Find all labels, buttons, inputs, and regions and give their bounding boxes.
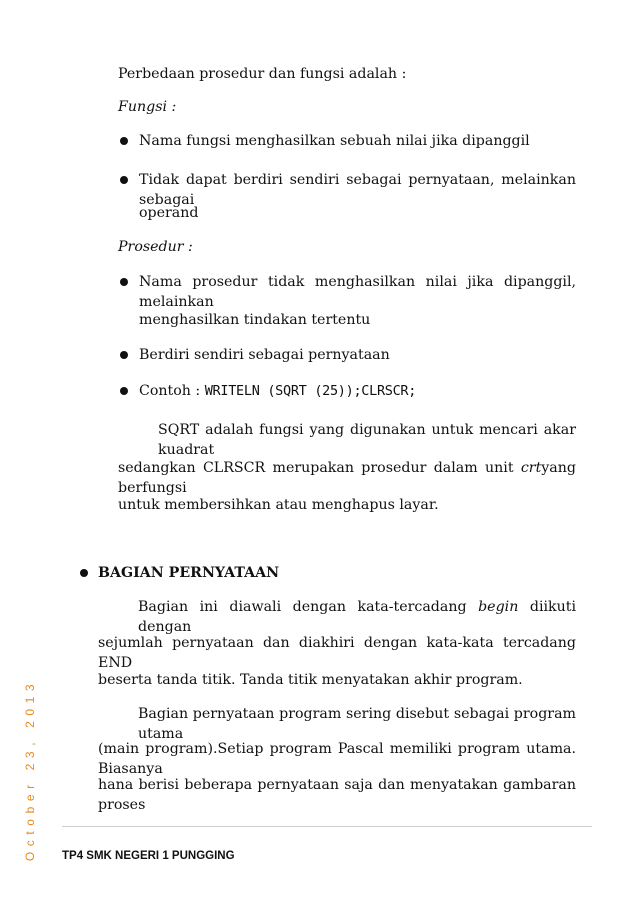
sqrt-line-3: untuk membersihkan atau menghapus layar. <box>118 497 439 513</box>
bullet-icon <box>120 278 128 286</box>
bp1-line-2: sejumlah pernyataan dan diakhiri dengan kata-kata tercadang END <box>98 635 576 671</box>
side-date-label: October 23, 2013 <box>23 678 37 862</box>
intro-paragraph: Perbedaan prosedur dan fungsi adalah : <box>118 66 407 82</box>
prosedur-heading: Prosedur : <box>118 239 193 255</box>
fungsi-heading: Fungsi : <box>118 99 177 115</box>
fungsi-bullet-2-line-2: operand <box>139 205 199 221</box>
bp1-line-1: Bagian ini diawali dengan kata-tercadang begin diikuti dengan <box>138 599 577 635</box>
bullet-icon <box>80 569 88 577</box>
section-heading: BAGIAN PERNYATAAN <box>98 565 280 581</box>
prosedur-bullet-1-line-1: Nama prosedur tidak menghasilkan nilai jika dipanggil, melainkan <box>139 274 576 310</box>
prosedur-bullet-1-line-2: menghasilkan tindakan tertentu <box>139 312 371 328</box>
footer-label: TP4 SMK NEGERI 1 PUNGGING <box>62 850 235 862</box>
contoh-label: Contoh : <box>139 383 201 399</box>
bullet-icon <box>120 351 128 359</box>
footer-divider <box>62 826 592 827</box>
bullet-icon <box>120 176 128 184</box>
bullet-icon <box>120 137 128 145</box>
bullet-icon <box>120 387 128 395</box>
contoh-code: WRITELN (SQRT (25));CLRSCR; <box>204 383 417 399</box>
sqrt-line-1: SQRT adalah fungsi yang digunakan untuk mencari akar kuadrat <box>158 422 576 458</box>
contoh-line <box>139 381 416 401</box>
prosedur-bullet-2: Berdiri sendiri sebagai pernyataan <box>139 347 390 363</box>
fungsi-bullet-2-line-1: Tidak dapat berdiri sendiri sebagai pernyataan, melainkan sebagai <box>139 172 576 208</box>
fungsi-bullet-1: Nama fungsi menghasilkan sebuah nilai jika dipanggil <box>139 133 530 149</box>
bp1-line-3: beserta tanda titik. Tanda titik menyatakan akhir program. <box>98 672 523 688</box>
bp2-line-1: Bagian pernyataan program sering disebut sebagai program utama <box>138 706 576 742</box>
bp2-line-3: hana berisi beberapa pernyataan saja dan menyatakan gambaran proses <box>98 777 576 813</box>
sqrt-line-2: sedangkan CLRSCR merupakan prosedur dalam unit crtyang berfungsi <box>118 460 576 496</box>
bp2-line-2: (main program).Setiap program Pascal memiliki program utama. Biasanya <box>98 741 576 777</box>
